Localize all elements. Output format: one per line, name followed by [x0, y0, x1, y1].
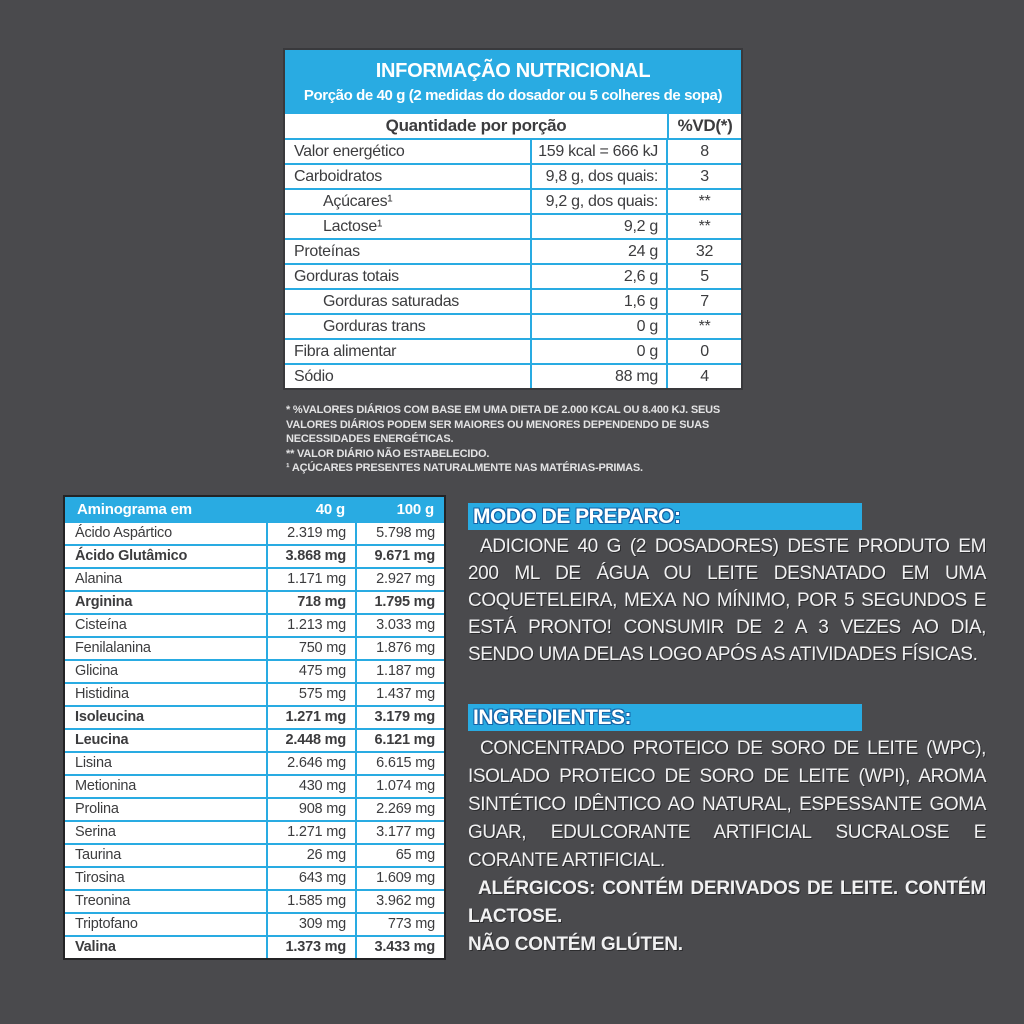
aminogram-header-row [65, 497, 444, 523]
nutrient-daily-value: 7 [666, 290, 741, 313]
amino-value-100g: 3.033 mg [355, 615, 444, 636]
table-row [65, 569, 444, 592]
amino-acid-name: Leucina [75, 732, 129, 748]
nutrient-daily-value: ** [666, 215, 741, 238]
nutrient-daily-value: ** [666, 315, 741, 338]
nutrient-daily-value: 4 [666, 365, 741, 388]
table-row [65, 684, 444, 707]
amino-value-40g: 2.319 mg [266, 523, 355, 544]
table-row [65, 523, 444, 546]
amino-value-100g: 1.609 mg [355, 868, 444, 889]
amino-value-100g: 5.798 mg [355, 523, 444, 544]
amino-value-40g: 2.448 mg [266, 730, 355, 751]
amino-value-100g: 65 mg [355, 845, 444, 866]
preparation-heading-bar [468, 503, 862, 530]
amino-acid-name: Alanina [75, 571, 122, 587]
amino-value-40g: 3.868 mg [266, 546, 355, 567]
amino-acid-name: Fenilalanina [75, 640, 151, 656]
ingredients-block [468, 735, 986, 959]
amino-acid-name: Valina [75, 939, 116, 955]
nutrient-value: 2,6 g [530, 265, 666, 288]
nutrition-facts-panel [285, 50, 741, 388]
nutrient-value: 9,8 g, dos quais: [530, 165, 666, 188]
footnotes-block [286, 403, 751, 476]
amino-value-40g: 750 mg [266, 638, 355, 659]
table-row [285, 365, 741, 388]
nutrient-value: 1,6 g [530, 290, 666, 313]
column-header-quantity: Quantidade por porção [385, 116, 567, 135]
amino-acid-name: Ácido Aspártico [75, 525, 172, 541]
table-row [65, 845, 444, 868]
nutrient-value: 9,2 g [530, 215, 666, 238]
nutrition-title: INFORMAÇÃO NUTRICIONAL [375, 60, 651, 82]
amino-acid-name: Prolina [75, 801, 119, 817]
amino-value-100g: 1.795 mg [355, 592, 444, 613]
nutrient-label: Fibra alimentar [294, 343, 397, 360]
nutrition-column-headers [285, 114, 741, 140]
amino-acid-name: Ácido Glutâmico [75, 548, 188, 564]
nutrition-header [285, 50, 741, 114]
amino-acid-name: Metionina [75, 778, 137, 794]
amino-value-100g: 3.177 mg [355, 822, 444, 843]
amino-value-40g: 718 mg [266, 592, 355, 613]
amino-acid-name: Cisteína [75, 617, 127, 633]
amino-value-100g: 3.962 mg [355, 891, 444, 912]
table-row [65, 799, 444, 822]
table-row [65, 937, 444, 958]
amino-acid-name: Treonina [75, 893, 131, 909]
table-row [285, 215, 741, 240]
amino-acid-name: Tirosina [75, 870, 125, 886]
amino-value-40g: 1.171 mg [266, 569, 355, 590]
amino-value-40g: 908 mg [266, 799, 355, 820]
preparation-heading: MODO DE PREPARO: [473, 505, 681, 528]
footnote: * %VALORES DIÁRIOS COM BASE EM UMA DIETA DE 2.000 KCAL OU 8.400 KJ. SEUS VALORES DIÁRIOS PODEM SER MAIORES OU MENORES DEPENDENDO DE SUAS NECESSIDADES ENERGÉTICAS. [286, 404, 721, 445]
nutrient-label: Valor energético [294, 143, 405, 160]
amino-value-100g: 773 mg [355, 914, 444, 935]
amino-value-100g: 3.179 mg [355, 707, 444, 728]
gluten-statement: NÃO CONTÉM GLÚTEN. [468, 934, 683, 955]
aminogram-header-100g: 100 g [396, 501, 434, 518]
nutrition-table [285, 114, 741, 388]
preparation-instructions: ADICIONE 40 G (2 DOSADORES) DESTE PRODUTO EM 200 ML DE ÁGUA OU LEITE DESNATADO EM UMA COQUETELEIRA, MEXA NO MÍNIMO, POR 5 SEGUNDOS E ESTÁ PRONTO! CONSUMIR DE 2 A 3 VEZES AO DIA, SENDO UMA DELAS LOGO APÓS AS ATIVIDADES FÍSICAS. [468, 536, 986, 665]
amino-value-100g: 1.187 mg [355, 661, 444, 682]
amino-value-100g: 1.074 mg [355, 776, 444, 797]
amino-value-40g: 1.373 mg [266, 937, 355, 958]
serving-size-subtitle: Porção de 40 g (2 medidas do dosador ou 5 colheres de sopa) [303, 87, 723, 104]
aminogram-header-label: Aminograma em [77, 501, 192, 518]
nutrient-value: 24 g [530, 240, 666, 263]
amino-acid-name: Histidina [75, 686, 129, 702]
ingredients-heading-bar [468, 704, 862, 731]
table-row [65, 707, 444, 730]
aminogram-rows [65, 523, 444, 958]
amino-value-100g: 6.615 mg [355, 753, 444, 774]
amino-acid-name: Glicina [75, 663, 118, 679]
amino-value-100g: 6.121 mg [355, 730, 444, 751]
amino-value-40g: 1.213 mg [266, 615, 355, 636]
table-row [65, 615, 444, 638]
amino-value-40g: 1.585 mg [266, 891, 355, 912]
nutrition-rows [285, 140, 741, 388]
amino-value-100g: 2.269 mg [355, 799, 444, 820]
amino-value-100g: 2.927 mg [355, 569, 444, 590]
table-row [65, 592, 444, 615]
table-row [65, 822, 444, 845]
nutrient-label: Lactose¹ [323, 218, 382, 235]
aminogram-header-40g: 40 g [315, 501, 345, 518]
nutrient-label: Gorduras trans [323, 318, 426, 335]
ingredients-list: CONCENTRADO PROTEICO DE SORO DE LEITE (WPC), ISOLADO PROTEICO DE SORO DE LEITE (WPI), AROMA SINTÉTICO IDÊNTICO AO NATURAL, ESPESSANTE GOMA GUAR, EDULCORANTE ARTIFICIAL SUCRALOSE E CORANTE ARTIFICIAL. [468, 738, 986, 871]
table-row [285, 265, 741, 290]
table-row [65, 868, 444, 891]
amino-value-100g: 1.437 mg [355, 684, 444, 705]
table-row [65, 753, 444, 776]
nutrient-daily-value: 0 [666, 340, 741, 363]
nutrient-daily-value: 3 [666, 165, 741, 188]
amino-value-100g: 1.876 mg [355, 638, 444, 659]
table-row [285, 315, 741, 340]
amino-value-40g: 309 mg [266, 914, 355, 935]
footnote: ¹ AÇÚCARES PRESENTES NATURALMENTE NAS MATÉRIAS-PRIMAS. [286, 462, 643, 474]
nutrient-value: 0 g [530, 315, 666, 338]
table-row [65, 776, 444, 799]
table-row [285, 340, 741, 365]
aminogram-panel [65, 497, 444, 958]
amino-value-40g: 643 mg [266, 868, 355, 889]
nutrient-value: 159 kcal = 666 kJ [530, 140, 666, 163]
amino-acid-name: Taurina [75, 847, 122, 863]
nutrient-value: 9,2 g, dos quais: [530, 190, 666, 213]
amino-acid-name: Arginina [75, 594, 133, 610]
nutrient-label: Carboidratos [294, 168, 383, 185]
table-row [65, 638, 444, 661]
table-row [285, 140, 741, 165]
column-header-daily-value: %VD(*) [667, 114, 741, 138]
nutrient-daily-value: 8 [666, 140, 741, 163]
amino-acid-name: Triptofano [75, 916, 138, 932]
amino-acid-name: Lisina [75, 755, 112, 771]
nutrient-daily-value: 5 [666, 265, 741, 288]
allergen-statement: ALÉRGICOS: CONTÉM DERIVADOS DE LEITE. CONTÉM LACTOSE. [468, 878, 986, 927]
nutrient-label: Sódio [294, 368, 334, 385]
table-row [65, 661, 444, 684]
amino-value-40g: 1.271 mg [266, 822, 355, 843]
amino-value-40g: 26 mg [266, 845, 355, 866]
table-row [65, 730, 444, 753]
table-row [285, 165, 741, 190]
amino-acid-name: Serina [75, 824, 116, 840]
amino-value-100g: 9.671 mg [355, 546, 444, 567]
nutrient-value: 0 g [530, 340, 666, 363]
amino-value-100g: 3.433 mg [355, 937, 444, 958]
nutrient-daily-value: ** [666, 190, 741, 213]
nutrient-label: Gorduras saturadas [323, 293, 460, 310]
table-row [65, 914, 444, 937]
nutrient-value: 88 mg [530, 365, 666, 388]
amino-value-40g: 1.271 mg [266, 707, 355, 728]
table-row [65, 546, 444, 569]
table-row [65, 891, 444, 914]
nutrient-label: Açúcares¹ [323, 193, 393, 210]
table-row [285, 190, 741, 215]
amino-value-40g: 2.646 mg [266, 753, 355, 774]
amino-acid-name: Isoleucina [75, 709, 144, 725]
amino-value-40g: 575 mg [266, 684, 355, 705]
table-row [285, 290, 741, 315]
footnote: ** VALOR DIÁRIO NÃO ESTABELECIDO. [286, 447, 490, 460]
nutrient-label: Proteínas [294, 243, 360, 260]
nutrient-daily-value: 32 [666, 240, 741, 263]
amino-value-40g: 430 mg [266, 776, 355, 797]
table-row [285, 240, 741, 265]
amino-value-40g: 475 mg [266, 661, 355, 682]
nutrient-label: Gorduras totais [294, 268, 399, 285]
ingredients-heading: INGREDIENTES: [473, 706, 632, 729]
